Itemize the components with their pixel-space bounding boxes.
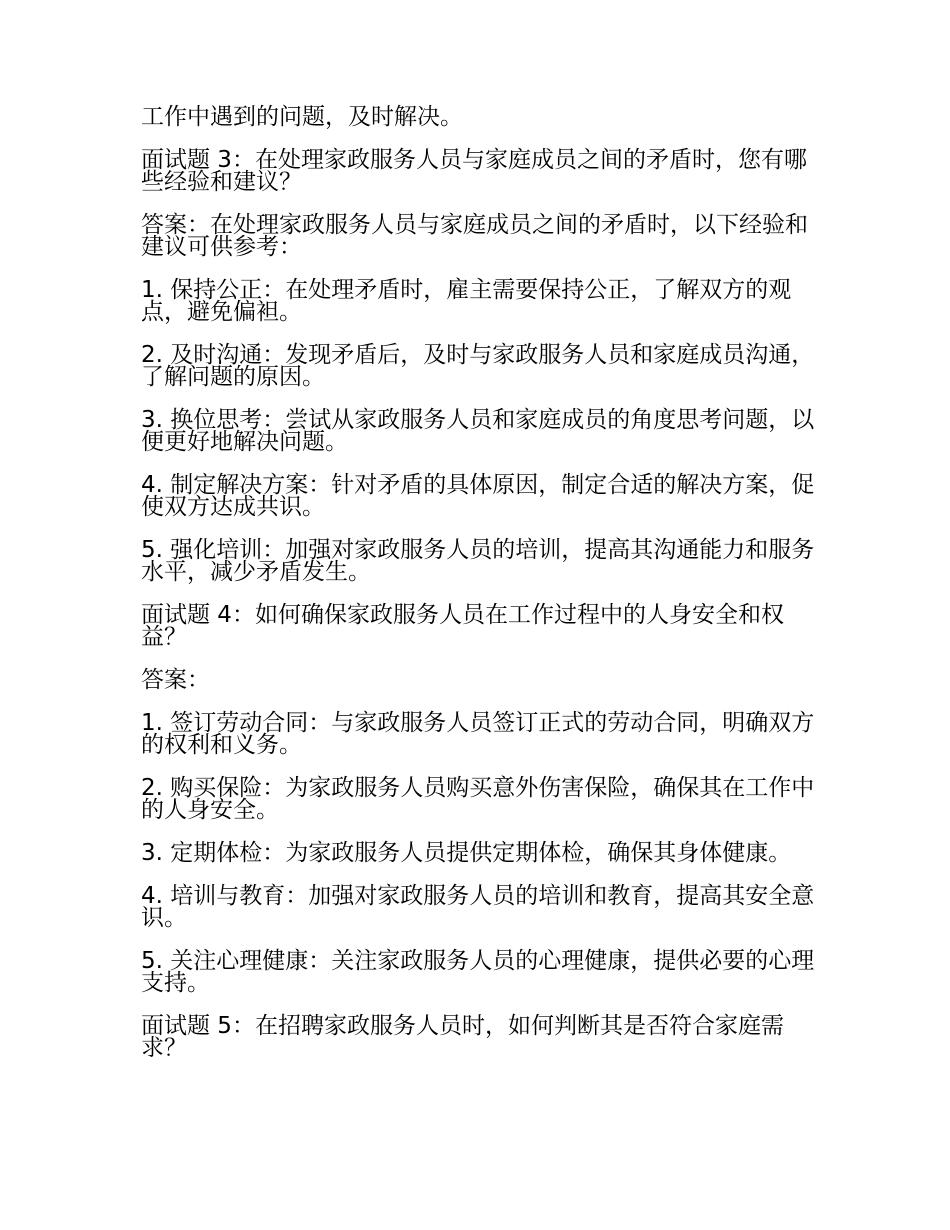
question-5: 面试题 5：在招聘家政服务人员时，如何判断其是否符合家庭需求？ <box>141 1013 784 1061</box>
question-4: 面试题 4：如何确保家政服务人员在工作过程中的人身安全和权益？ <box>141 602 784 650</box>
answer-4-item-5: 5. 关注心理健康：关注家政服务人员的心理健康，提供必要的心理支持。 <box>141 948 815 996</box>
text-continuation: 工作中遇到的问题，及时解决。 <box>141 104 463 130</box>
answer-3-item-1: 1. 保持公正：在处理矛盾时，雇主需要保持公正，了解双方的观点，避免偏袒。 <box>141 277 792 325</box>
answer-3-item-3: 3. 换位思考：尝试从家政服务人员和家庭成员的角度思考问题，以便更好地解决问题。 <box>141 407 815 455</box>
answer-4-item-2: 2. 购买保险：为家政服务人员购买意外伤害保险，确保其在工作中的人身安全。 <box>141 775 815 823</box>
answer-3-item-5: 5. 强化培训：加强对家政服务人员的培训，提高其沟通能力和服务水平，减少矛盾发生。 <box>141 537 815 585</box>
document-page <box>141 106 816 1080</box>
answer-4-item-4: 4. 培训与教育：加强对家政服务人员的培训和教育，提高其安全意识。 <box>141 883 815 931</box>
answer-3-item-4: 4. 制定解决方案：针对矛盾的具体原因，制定合适的解决方案，促使双方达成共识。 <box>141 472 815 520</box>
answer-4-item-3: 3. 定期体检：为家政服务人员提供定期体检，确保其身体健康。 <box>141 840 792 866</box>
answer-4-item-1: 1. 签订劳动合同：与家政服务人员签订正式的劳动合同，明确双方的权利和义务。 <box>141 710 815 758</box>
answer-3-intro: 答案：在处理家政服务人员与家庭成员之间的矛盾时，以下经验和建议可供参考： <box>141 212 808 260</box>
answer-4-intro: 答案： <box>141 667 210 693</box>
answer-3-item-2: 2. 及时沟通：发现矛盾后，及时与家政服务人员和家庭成员沟通，了解问题的原因。 <box>141 342 815 390</box>
question-3: 面试题 3：在处理家政服务人员与家庭成员之间的矛盾时，您有哪些经验和建议？ <box>141 147 807 195</box>
